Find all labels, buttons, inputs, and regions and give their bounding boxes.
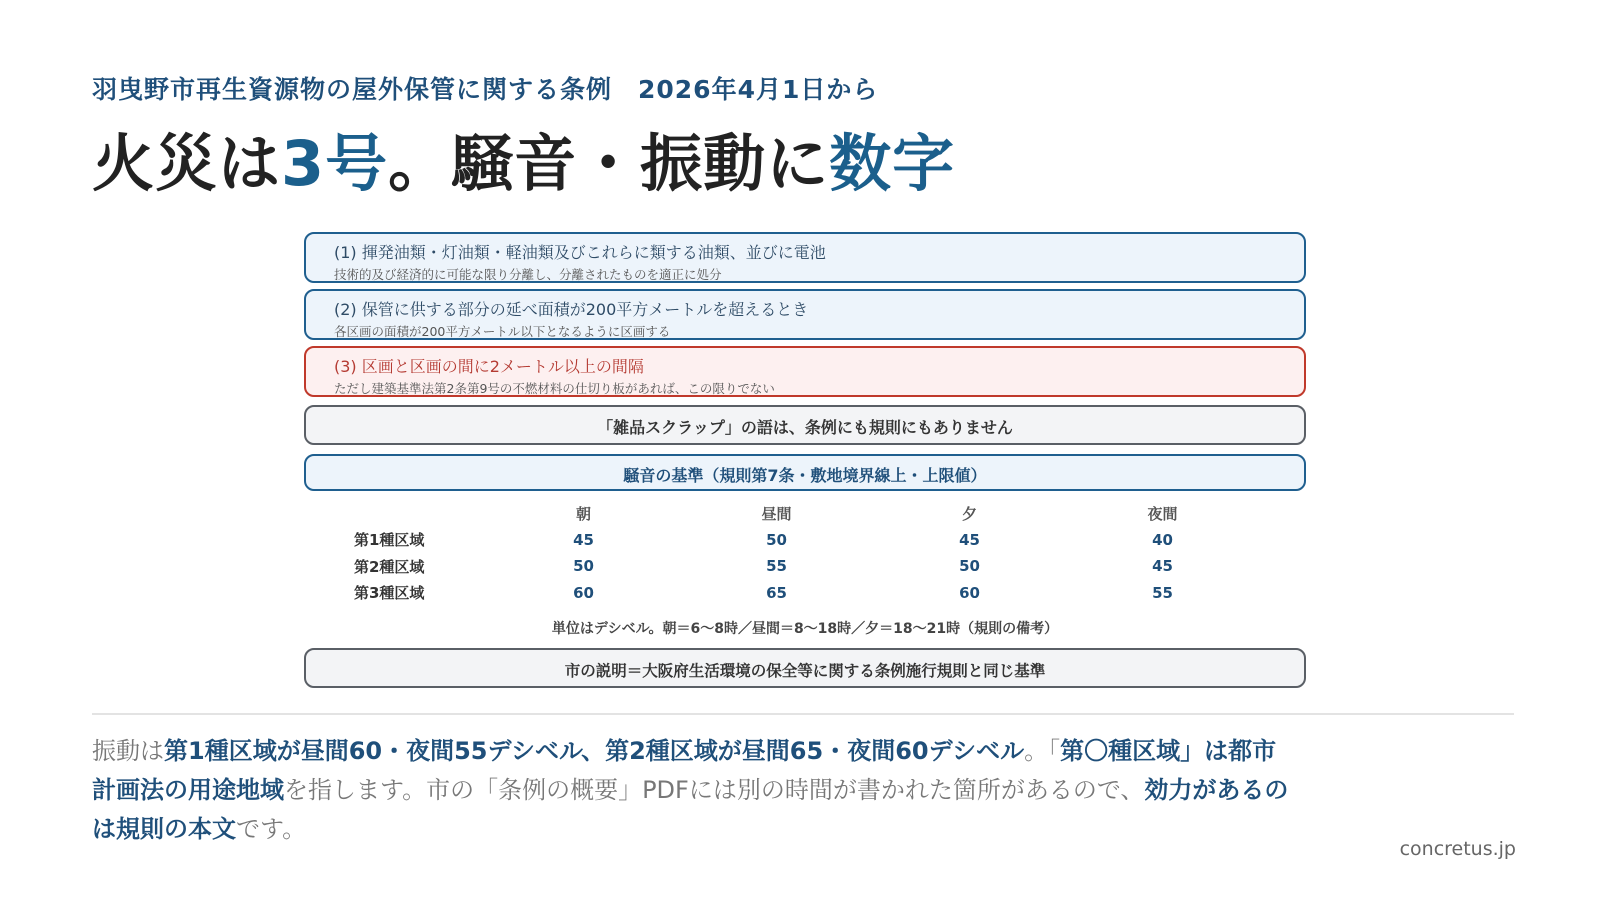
item-subtitle: 技術的及び経済的に可能な限り分離し、分離されたものを適正に処分 (334, 267, 722, 282)
item-title: (2) 保管に供する部分の延べ面積が200平方メートルを超えるとき (334, 300, 809, 319)
item-card-1 (304, 232, 1306, 283)
item-subtitle: 各区画の面積が200平方メートル以下となるように区画する (334, 324, 671, 339)
table-header-row (344, 500, 1259, 527)
item-subtitle: ただし建築基準法第2条第9号の不燃材料の仕切り板があれば、この限りでない (334, 381, 775, 396)
item-card-2 (304, 289, 1306, 340)
headline-highlight-2: 数字 (829, 127, 956, 200)
page-headline (92, 124, 955, 204)
table-cell: 65 (766, 583, 787, 602)
headline-part-2: 。騒音・振動に (388, 127, 830, 200)
headline-part-1: 火災は (92, 127, 282, 200)
body-text: 。「 (1024, 737, 1061, 765)
table-row (344, 580, 1259, 607)
body-text: です。 (236, 815, 307, 843)
body-emphasis: 効力があるのは規則の本文 (92, 776, 1289, 843)
body-emphasis: 第1種区域が昼間60・夜間55デシベル、第2種区域が昼間65・夜間60デシベル (164, 737, 1025, 765)
footer-domain: concretus.jp (1399, 838, 1516, 860)
table-cell: 50 (766, 530, 787, 549)
table-cell: 45 (573, 530, 594, 549)
table-cell: 55 (766, 557, 787, 576)
table-cell: 55 (1152, 583, 1173, 602)
unit-note: 単位はデシベル。朝＝6〜8時／昼間＝8〜18時／夕＝18〜21時（規則の備考） (551, 621, 1059, 637)
table-cell: 60 (959, 583, 980, 602)
row-header: 第2種区域 (354, 557, 425, 576)
noise-table (344, 500, 1259, 606)
table-row (344, 527, 1259, 554)
headline-highlight-1: 3号 (281, 127, 389, 200)
divider (92, 713, 1514, 715)
table-cell: 45 (1152, 557, 1173, 576)
column-header: 朝 (575, 504, 591, 523)
table-corner (344, 500, 487, 527)
table-row (344, 553, 1259, 580)
item-title: (1) 揮発油類・灯油類・軽油類及びこれらに類する油類、並びに電池 (334, 243, 826, 262)
row-header: 第1種区域 (354, 531, 425, 550)
column-header: 夕 (961, 504, 977, 523)
row-header: 第3種区域 (354, 584, 425, 603)
body-emphasis: 第〇種区域」は都市計画法の用途地域 (92, 737, 1277, 804)
scrap-note: 「雑品スクラップ」の語は、条例にも規則にもありません (597, 418, 1013, 437)
column-header: 昼間 (761, 504, 792, 523)
body-text: を指します。市の「条例の概要」PDFには別の時間が書かれた箇所があるので、 (284, 776, 1145, 804)
table-cell: 50 (573, 557, 594, 576)
body-text: 振動は (92, 737, 164, 765)
body-paragraph (92, 732, 1292, 849)
table-cell: 40 (1152, 530, 1173, 549)
table-cell: 45 (959, 530, 980, 549)
city-note: 市の説明＝大阪府生活環境の保全等に関する条例施行規則と同じ基準 (564, 662, 1046, 680)
page-kicker: 羽曳野市再生資源物の屋外保管に関する条例 2026年4月1日から (92, 75, 879, 104)
city-note-box (304, 648, 1306, 688)
table-cell: 50 (959, 557, 980, 576)
noise-title: 騒音の基準（規則第7条・敷地境界線上・上限値） (623, 466, 987, 485)
scrap-note-box (304, 405, 1306, 445)
item-title: (3) 区画と区画の間に2メートル以上の間隔 (334, 357, 644, 376)
table-cell: 60 (573, 583, 594, 602)
noise-title-box (304, 454, 1306, 491)
column-header: 夜間 (1147, 504, 1178, 523)
item-card-3 (304, 346, 1306, 397)
